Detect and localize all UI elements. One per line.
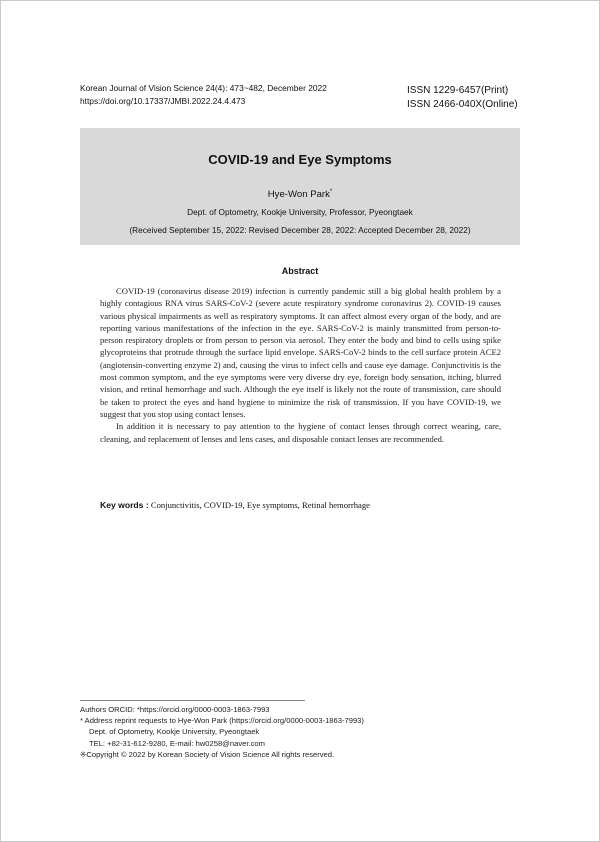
author-mark: * [329,189,333,195]
keywords [100,500,520,510]
footnote-reprint: * Address reprint requests to Hye-Won Park (https://orcid.org/0000-0003-1863-7993) [80,716,364,726]
title-box [80,128,520,245]
keywords-text: Conjunctivitis, COVID-19, Eye symptoms, Retinal hemorrhage [150,500,370,510]
issn-block [407,84,518,112]
issn-online: ISSN 2466-040X(Online) [407,99,518,110]
footnote-copyright: ※Copyright © 2022 by Korean Society of Vision Science All rights reserved. [80,749,335,759]
affiliation: Dept. of Optometry, Kookje University, Professor, Pyeongtaek [187,207,413,217]
footnote-orcid: Authors ORCID: *https://orcid.org/0000-0003-1863-7993 [80,705,270,714]
footnote-divider [80,700,305,701]
abstract-body [100,285,501,445]
issn-print: ISSN 1229-6457(Print) [407,85,509,96]
footnote-dept: Dept. of Optometry, Kookje University, Pyeongtaek [89,727,260,737]
paper-title: COVID-19 and Eye Symptoms [208,152,392,167]
keywords-label: Key words : [100,500,149,510]
abstract-heading: Abstract [281,266,319,276]
footnotes [80,704,364,760]
received-dates: (Received September 15, 2022: Revised December 28, 2022: Accepted December 28, 2022) [129,225,471,235]
journal-citation: Korean Journal of Vision Science 24(4): 473~482, December 2022 [80,83,327,93]
author-name: Hye-Won Park [267,189,330,201]
footnote-contact: TEL: +82-31-612-9280, E-mail: hw0258@naver.com [89,738,265,748]
journal-info [80,82,327,108]
abstract-paragraph-2: In addition it is necessary to pay attention to the hygiene of contact lenses through correct wearing, care, cleaning, and replacement of lenses and lens cases, and disposable contact lenses are recommended. [100,421,501,444]
abstract-paragraph-1: COVID-19 (coronavirus disease 2019) infection is currently pandemic still a big global health problem by a highly contagious RNA virus SARS-CoV-2 (severe acute respiratory syndrome coronavirus 2). COVID-19 causes various physical impairments as well as respiratory symptoms. It can affect almost every organ of the body, and are reporting various manifestations of the infection in the eye. SARS-CoV-2 is mainly transmitted from person-to-person respiratory droplets or from person to person via aerosol. They enter the body and bind to cells using spike glycoproteins that protrude through the surface lipid envelope. SARS-CoV-2 binds to the cell surface protein ACE2 (angiotensin-converting enzyme 2) and, causing the virus to infect cells and cause eye damage. Conjunctivitis is the most common symptom, and the eye symptoms were very diverse dry eye, foreign body sensation, itching, blurred vision, and retinal hemorrhage and such. Although the eye itself is likely not the route of transmission, care should be taken to protect the eyes and hand hygiene to minimize the risk of transmission. If you have COVID-19, we suggest that you stop using contact lenses. [100,286,501,419]
doi-link[interactable]: https://doi.org/10.17337/JMBI.2022.24.4.473 [80,96,246,106]
author-line [80,189,520,200]
